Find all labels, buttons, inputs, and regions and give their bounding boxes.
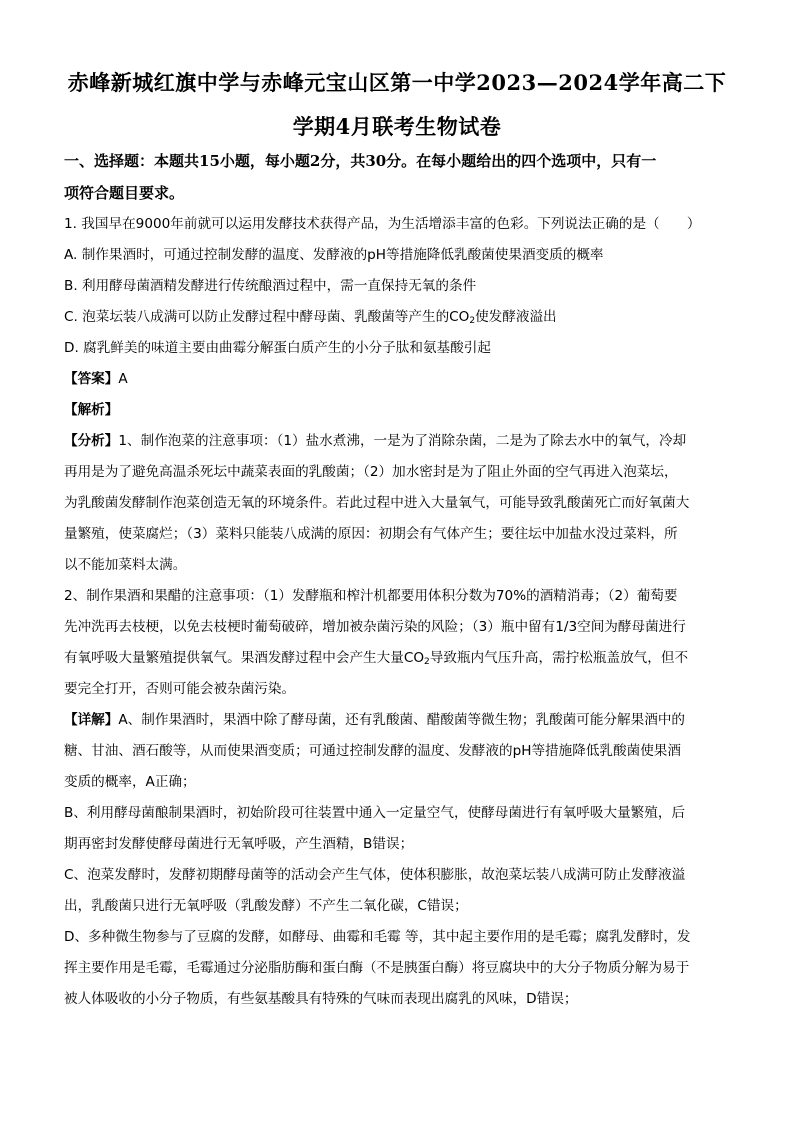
section-heading-line-1: 一、选择题：本题共15小题，每小题2分，共30分。在每小题给出的四个选项中，只有一 (64, 152, 657, 170)
analysis-sub-tag: 【分析】 (64, 433, 119, 449)
option-c-subscript: 2 (469, 316, 476, 326)
analysis-p1-line-3: 为乳酸菌发酵制作泡菜创造无氧的环境条件。若此过程中进入大量氧气，可能导致乳酸菌死亡而好氧菌大 (64, 495, 690, 511)
analysis-p2-text-3a: 有氧呼吸大量繁殖提供氧气。果酒发酵过程中会产生大量CO (64, 650, 425, 666)
option-c-text-end: 使发酵液溢出 (475, 309, 557, 325)
detail-a-line-3: 变质的概率，A正确； (64, 774, 196, 790)
detail-d-line-3: 被人体吸收的小分子物质，有些氨基酸具有特殊的气味而表现出腐乳的风味，D错误； (64, 991, 578, 1007)
analysis-p1-line-5: 以不能加菜料太满。 (64, 557, 187, 573)
option-a: A. 制作果酒时，可通过控制发酵的温度、发酵液的pH等措施降低乳酸菌使果酒变质的概率 (64, 247, 604, 263)
analysis-p2-line-3 (64, 648, 734, 668)
analysis-p1-line-1 (64, 431, 734, 451)
question-stem: 1. 我国早在9000年前就可以运用发酵技术获得产品，为生活增添丰富的色彩。下列说法正确的是（ ） (64, 216, 701, 232)
exam-title-line-2: 学期4月联考生物试卷 (292, 114, 502, 139)
analysis-p1-line-2: 再用是为了避免高温杀死坛中蔬菜表面的乳酸菌；（2）加水密封是为了阻止外面的空气再进入泡菜坛， (64, 464, 678, 480)
detail-c-line-2: 出，乳酸菌只进行无氧呼吸（乳酸发酵）不产生二氧化碳，C错误； (64, 898, 468, 914)
answer-value: A (118, 371, 128, 387)
section-heading-line-2: 项符合题目要求。 (64, 184, 185, 202)
detail-b-line-1: B、利用酵母菌酿制果酒时，初始阶段可往装置中通入一定量空气，使酵母菌进行有氧呼吸大量繁殖，后 (64, 805, 686, 821)
detail-d-line-1: D、多种微生物参与了豆腐的发酵，如酵母、曲霉和毛霉 等，其中起主要作用的是毛霉；腐乳发酵时，发 (64, 929, 691, 945)
answer-tag: 【答案】 (64, 371, 119, 387)
detail-c-line-1: C、泡菜发酵时，发酵初期酵母菌等的活动会产生气体，使体积膨胀，故泡菜坛装八成满可防止发酵液溢 (64, 867, 686, 883)
analysis-p2-subscript: 2 (424, 657, 430, 667)
analysis-p2-line-4: 要完全打开，否则可能会被杂菌污染。 (64, 681, 296, 697)
detail-a-line-2: 糖、甘油、酒石酸等，从而使果酒变质；可通过控制发酵的温度、发酵液的pH等措施降低乳酸菌使果酒 (64, 743, 681, 759)
option-b: B. 利用酵母菌酒精发酵进行传统酿酒过程中，需一直保持无氧的条件 (64, 278, 477, 294)
analysis-p1-line-4: 量繁殖，使菜腐烂；（3）菜料只能装八成满的原因：初期会有气体产生；要往坛中加盐水没过菜料，所 (64, 526, 678, 542)
analysis-p1-text-1: 1、制作泡菜的注意事项：（1）盐水煮沸，一是为了消除杂菌，二是为了除去水中的氧气，冷却 (118, 433, 687, 449)
option-d: D. 腐乳鲜美的味道主要由曲霉分解蛋白质产生的小分子肽和氨基酸引起 (64, 340, 491, 356)
detail-d-line-2: 挥主要作用是毛霉，毛霉通过分泌脂肪酶和蛋白酶（不是胰蛋白酶）将豆腐块中的大分子物质分解为易于 (64, 960, 690, 976)
detail-b-line-2: 期再密封发酵使酵母菌进行无氧呼吸，产生酒精，B错误； (64, 836, 414, 852)
option-c-text: C. 泡菜坛装八成满可以防止发酵过程中酵母菌、乳酸菌等产生的CO (64, 309, 470, 325)
option-c (64, 307, 734, 327)
exam-title-line-1: 赤峰新城红旗中学与赤峰元宝山区第一中学2023—2024学年高二下 (67, 70, 727, 95)
detail-a-text-1: A、制作果酒时，果酒中除了酵母菌，还有乳酸菌、醋酸菌等微生物；乳酸菌可能分解果酒中的 (118, 712, 686, 728)
analysis-p2-line-2: 先冲洗再去枝梗，以免去枝梗时葡萄破碎，增加被杂菌污染的风险；（3）瓶中留有1/3空间为酵母菌进行 (64, 619, 686, 635)
analysis-tag: 【解析】 (64, 402, 119, 418)
detail-tag: 【详解】 (64, 712, 119, 728)
detail-a-line-1 (64, 710, 734, 730)
answer-line (64, 369, 734, 389)
analysis-p2-line-1: 2、制作果酒和果醋的注意事项：（1）发酵瓶和榨汁机都要用体积分数为70%的酒精消毒；（2）葡萄要 (64, 588, 678, 604)
analysis-p2-text-3b: 导致瓶内气压升高，需拧松瓶盖放气，但不 (429, 650, 689, 666)
